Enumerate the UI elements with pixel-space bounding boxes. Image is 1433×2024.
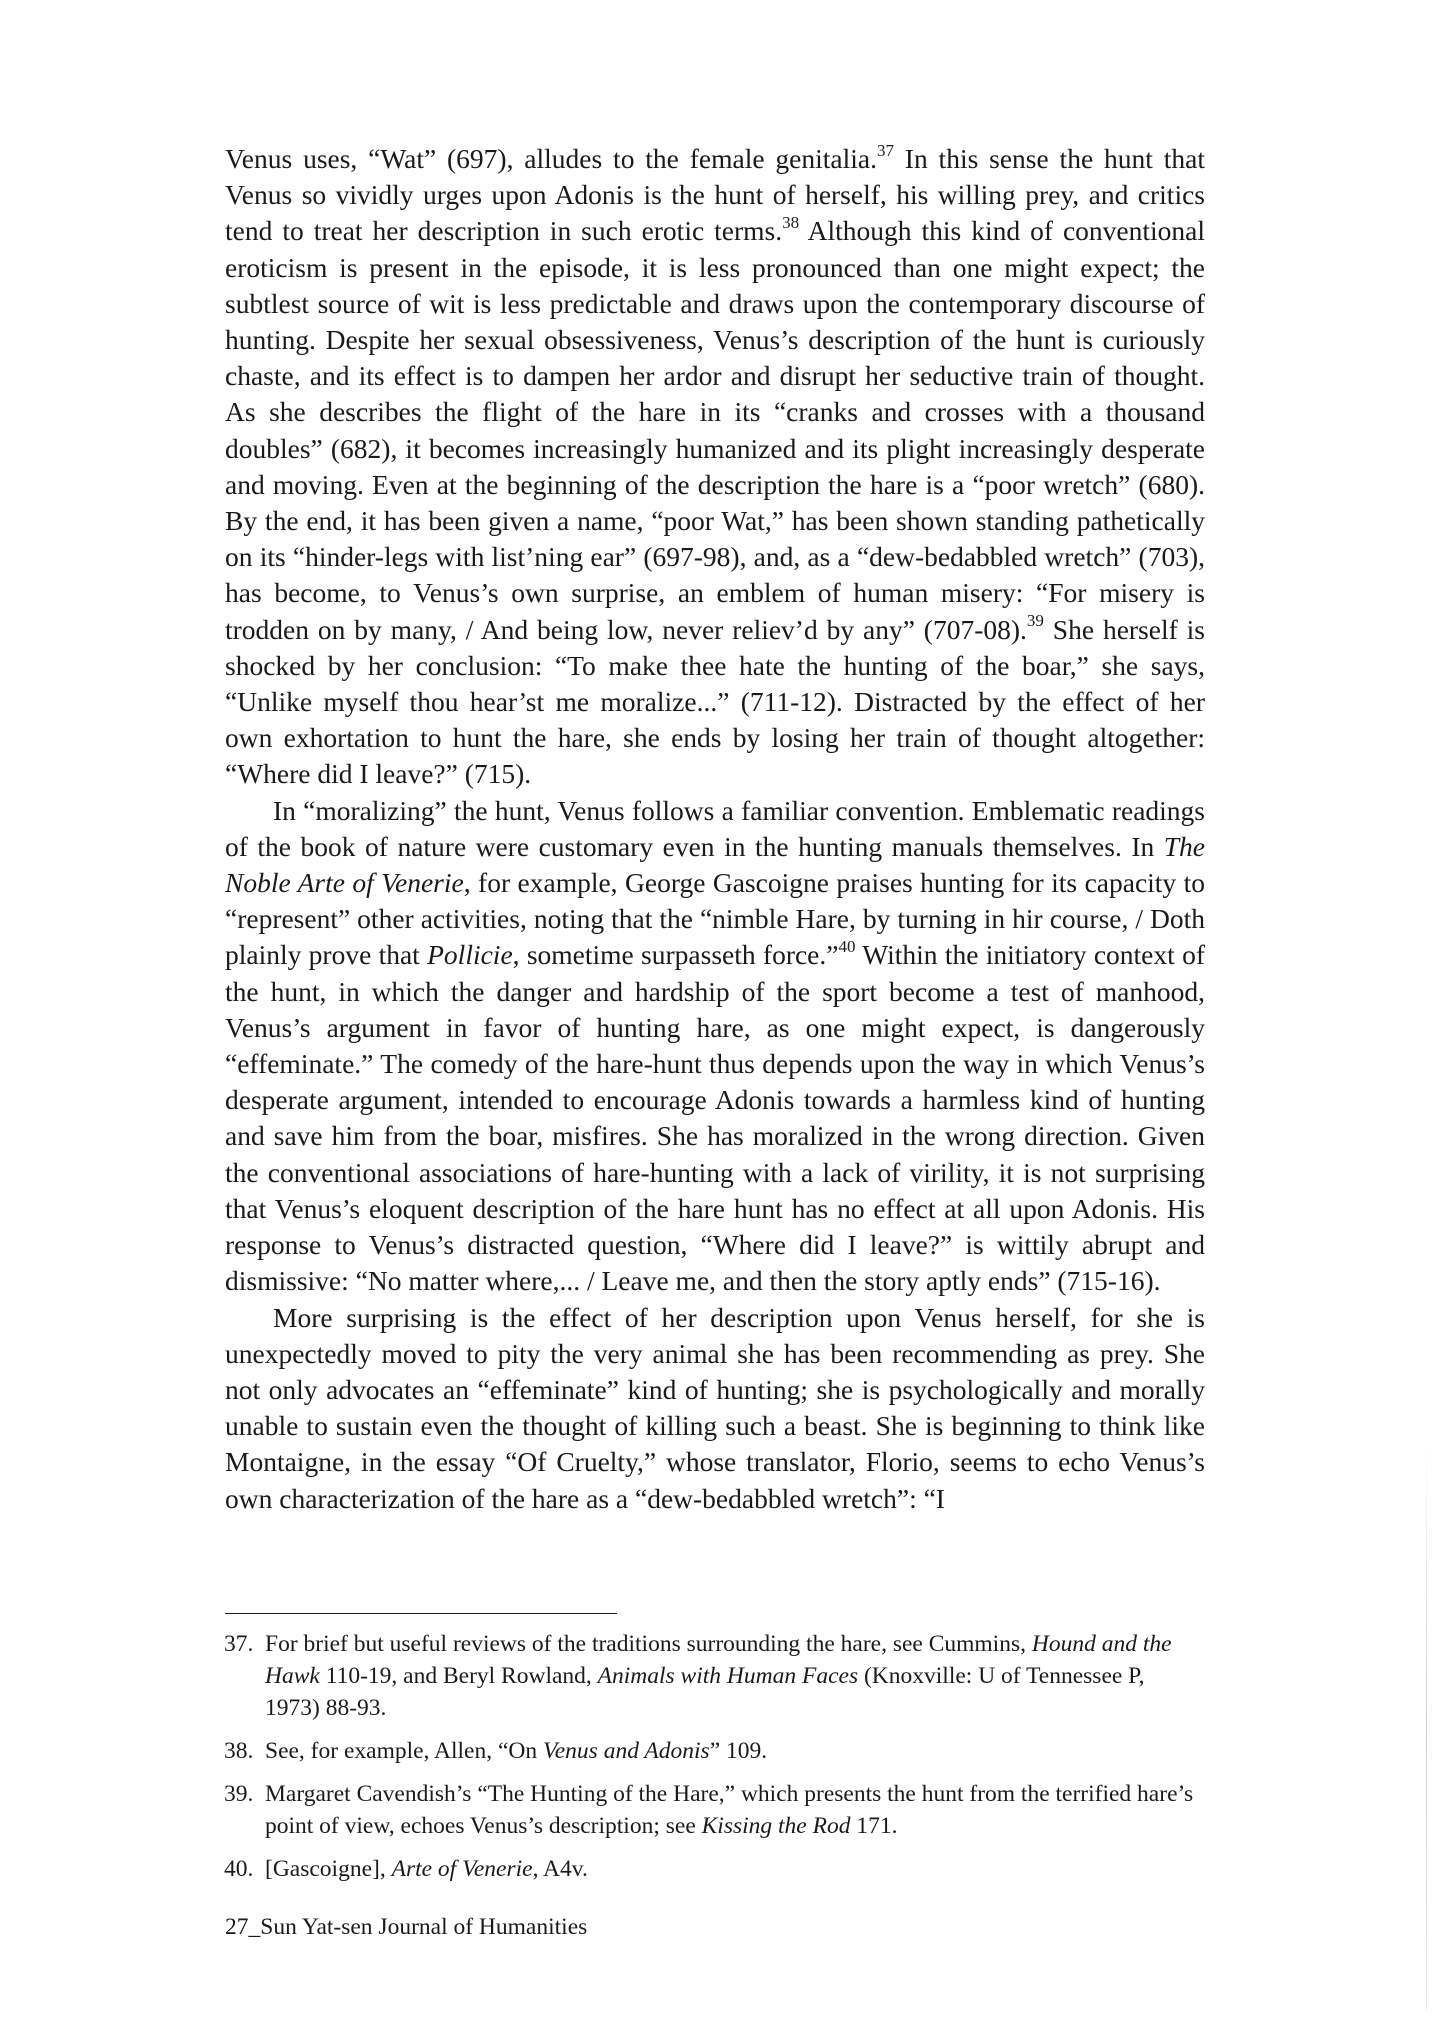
italic-title: The Noble Arte of Venerie	[225, 830, 1205, 899]
footnote-number: 40.	[224, 1856, 254, 1882]
text-run: For brief but useful reviews of the traditions surrounding the hare, see Cummins,	[265, 1631, 1032, 1657]
footnote	[225, 1778, 1205, 1842]
text-run: Although this kind of conventional eroticism is present in the episode, it is less pronounced than one might expect; the subtlest source of wit is less predictable and draws upon the contemporary discourse of hunting. Despite her sexual obsessiveness, Venus’s description of the hunt is curiously chaste, and its effect is to dampen her ardor and disrupt her seductive train of thought. As she describes the flight of the hare in its “cranks and crosses with a thousand doubles” (682), it becomes increasingly humanized and its plight increasingly desperate and moving. Even at the beginning of the description the hare is a “poor wretch” (680). By the end, it has been given a name, “poor Wat,” has been shown standing pathetically on its “hinder-legs with list’ning ear” (697-98), and, as a “dew-bedabbled wretch” (703), has become, to Venus’s own surprise, an emblem of human misery: “For misery is trodden on by many, / And being low, never reliev’d by any” (707-08).	[225, 215, 1205, 645]
text-run: In “moralizing” the hunt, Venus follows a familiar convention. Emblematic readings of the book of nature were customary even in the hunting manuals themselves. In	[225, 794, 1205, 862]
scan-edge-shadow	[1426, 1440, 1427, 2010]
footnote-reference: 40	[838, 937, 856, 957]
text-run: In this sense the hunt that Venus so vividly urges upon Adonis is the hunt of herself, his willing prey, and critics tend to treat her description in such erotic terms.	[225, 143, 1205, 247]
footnote-reference: 38	[782, 213, 800, 233]
footnote-number: 39.	[224, 1781, 254, 1807]
text-run: [Gascoigne],	[265, 1856, 392, 1882]
footnote-text	[265, 1856, 588, 1882]
page-footer: 27_Sun Yat-sen Journal of Humanities	[225, 1914, 588, 1940]
text-run: See, for example, Allen, “On	[265, 1738, 543, 1764]
italic-title: Venus and Adonis	[543, 1738, 710, 1764]
footnote-text	[265, 1631, 1172, 1721]
text-run: , A4v.	[532, 1856, 588, 1882]
footnote-number: 38.	[224, 1738, 254, 1764]
footnote-divider	[225, 1613, 617, 1614]
text-run: , sometime surpasseth force.”	[512, 939, 839, 971]
text-run: She herself is shocked by her conclusion: “To make thee hate the hunting of the boar,” she says, “Unlike myself thou hear’st me moralize...” (711-12). Distracted by the effect of her own exhortation to hunt the hare, she ends by losing her train of thought altogether: “Where did I leave?” (715).	[225, 613, 1205, 790]
text-run: 110-19, and Beryl Rowland,	[319, 1663, 598, 1689]
footnote-text	[265, 1781, 1193, 1839]
italic-title: Animals with Human Faces	[597, 1663, 859, 1689]
italic-title: Kissing the Rod	[701, 1813, 851, 1839]
italic-title: Hound and the Hawk	[265, 1631, 1172, 1689]
paragraph	[225, 793, 1205, 1300]
text-run: Margaret Cavendish’s “The Hunting of the Hare,” which presents the hunt from the terrified hare’s point of view, echoes Venus’s description; see	[265, 1781, 1194, 1839]
body-text	[225, 141, 1205, 1517]
footnote	[225, 1853, 1205, 1885]
footnotes	[225, 1628, 1205, 1896]
paragraph	[225, 1300, 1205, 1517]
text-run: Within the initiatory context of the hunt, in which the danger and hardship of the sport become a test of manhood, Venus’s argument in favor of hunting hare, as one might expect, is dangerously “effeminate.” The comedy of the hare-hunt thus depends upon the way in which Venus’s desperate argument, intended to encourage Adonis towards a harmless kind of hunting and save him from the boar, misfires. She has moralized in the wrong direction. Given the conventional associations of hare-hunting with a lack of virility, it is not surprising that Venus’s eloquent description of the hare hunt has no effect at all upon Adonis. His response to Venus’s distracted question, “Where did I leave?” is wittily abrupt and dismissive: “No matter where,... / Leave me, and then the story aptly ends” (715-16).	[225, 939, 1205, 1297]
text-run: , for example, George Gascoigne praises hunting for its capacity to “represent” other activities, noting that the “nimble Hare, by turning in hir course, / Doth plainly prove that	[225, 867, 1206, 971]
footnote-text	[265, 1738, 767, 1764]
italic-title: Pollicie	[427, 939, 513, 971]
text-run: 171.	[850, 1813, 898, 1839]
text-run: Venus uses, “Wat” (697), alludes to the female genitalia.	[225, 143, 877, 174]
paragraph	[225, 141, 1205, 793]
footnote-reference: 37	[876, 140, 894, 160]
text-run: ” 109.	[709, 1738, 768, 1764]
italic-title: Arte of Venerie	[391, 1856, 533, 1882]
footnote	[225, 1628, 1205, 1724]
text-run: More surprising is the effect of her description upon Venus herself, for she is unexpectedly moved to pity the very animal she has been recommending as prey. She not only advocates an “effeminate” kind of hunting; she is psychologically and morally unable to sustain even the thought of killing such a beast. She is beginning to think like Montaigne, in the essay “Of Cruelty,” whose translator, Florio, seems to echo Venus’s own characterization of the hare as a “dew-bedabbled wretch”: “I	[225, 1301, 1205, 1514]
text-run: (Knoxville: U of Tennessee P, 1973) 88-93.	[265, 1663, 1145, 1721]
footnote	[225, 1735, 1205, 1767]
footnote-number: 37.	[224, 1631, 254, 1657]
footnote-reference: 39	[1026, 611, 1044, 631]
